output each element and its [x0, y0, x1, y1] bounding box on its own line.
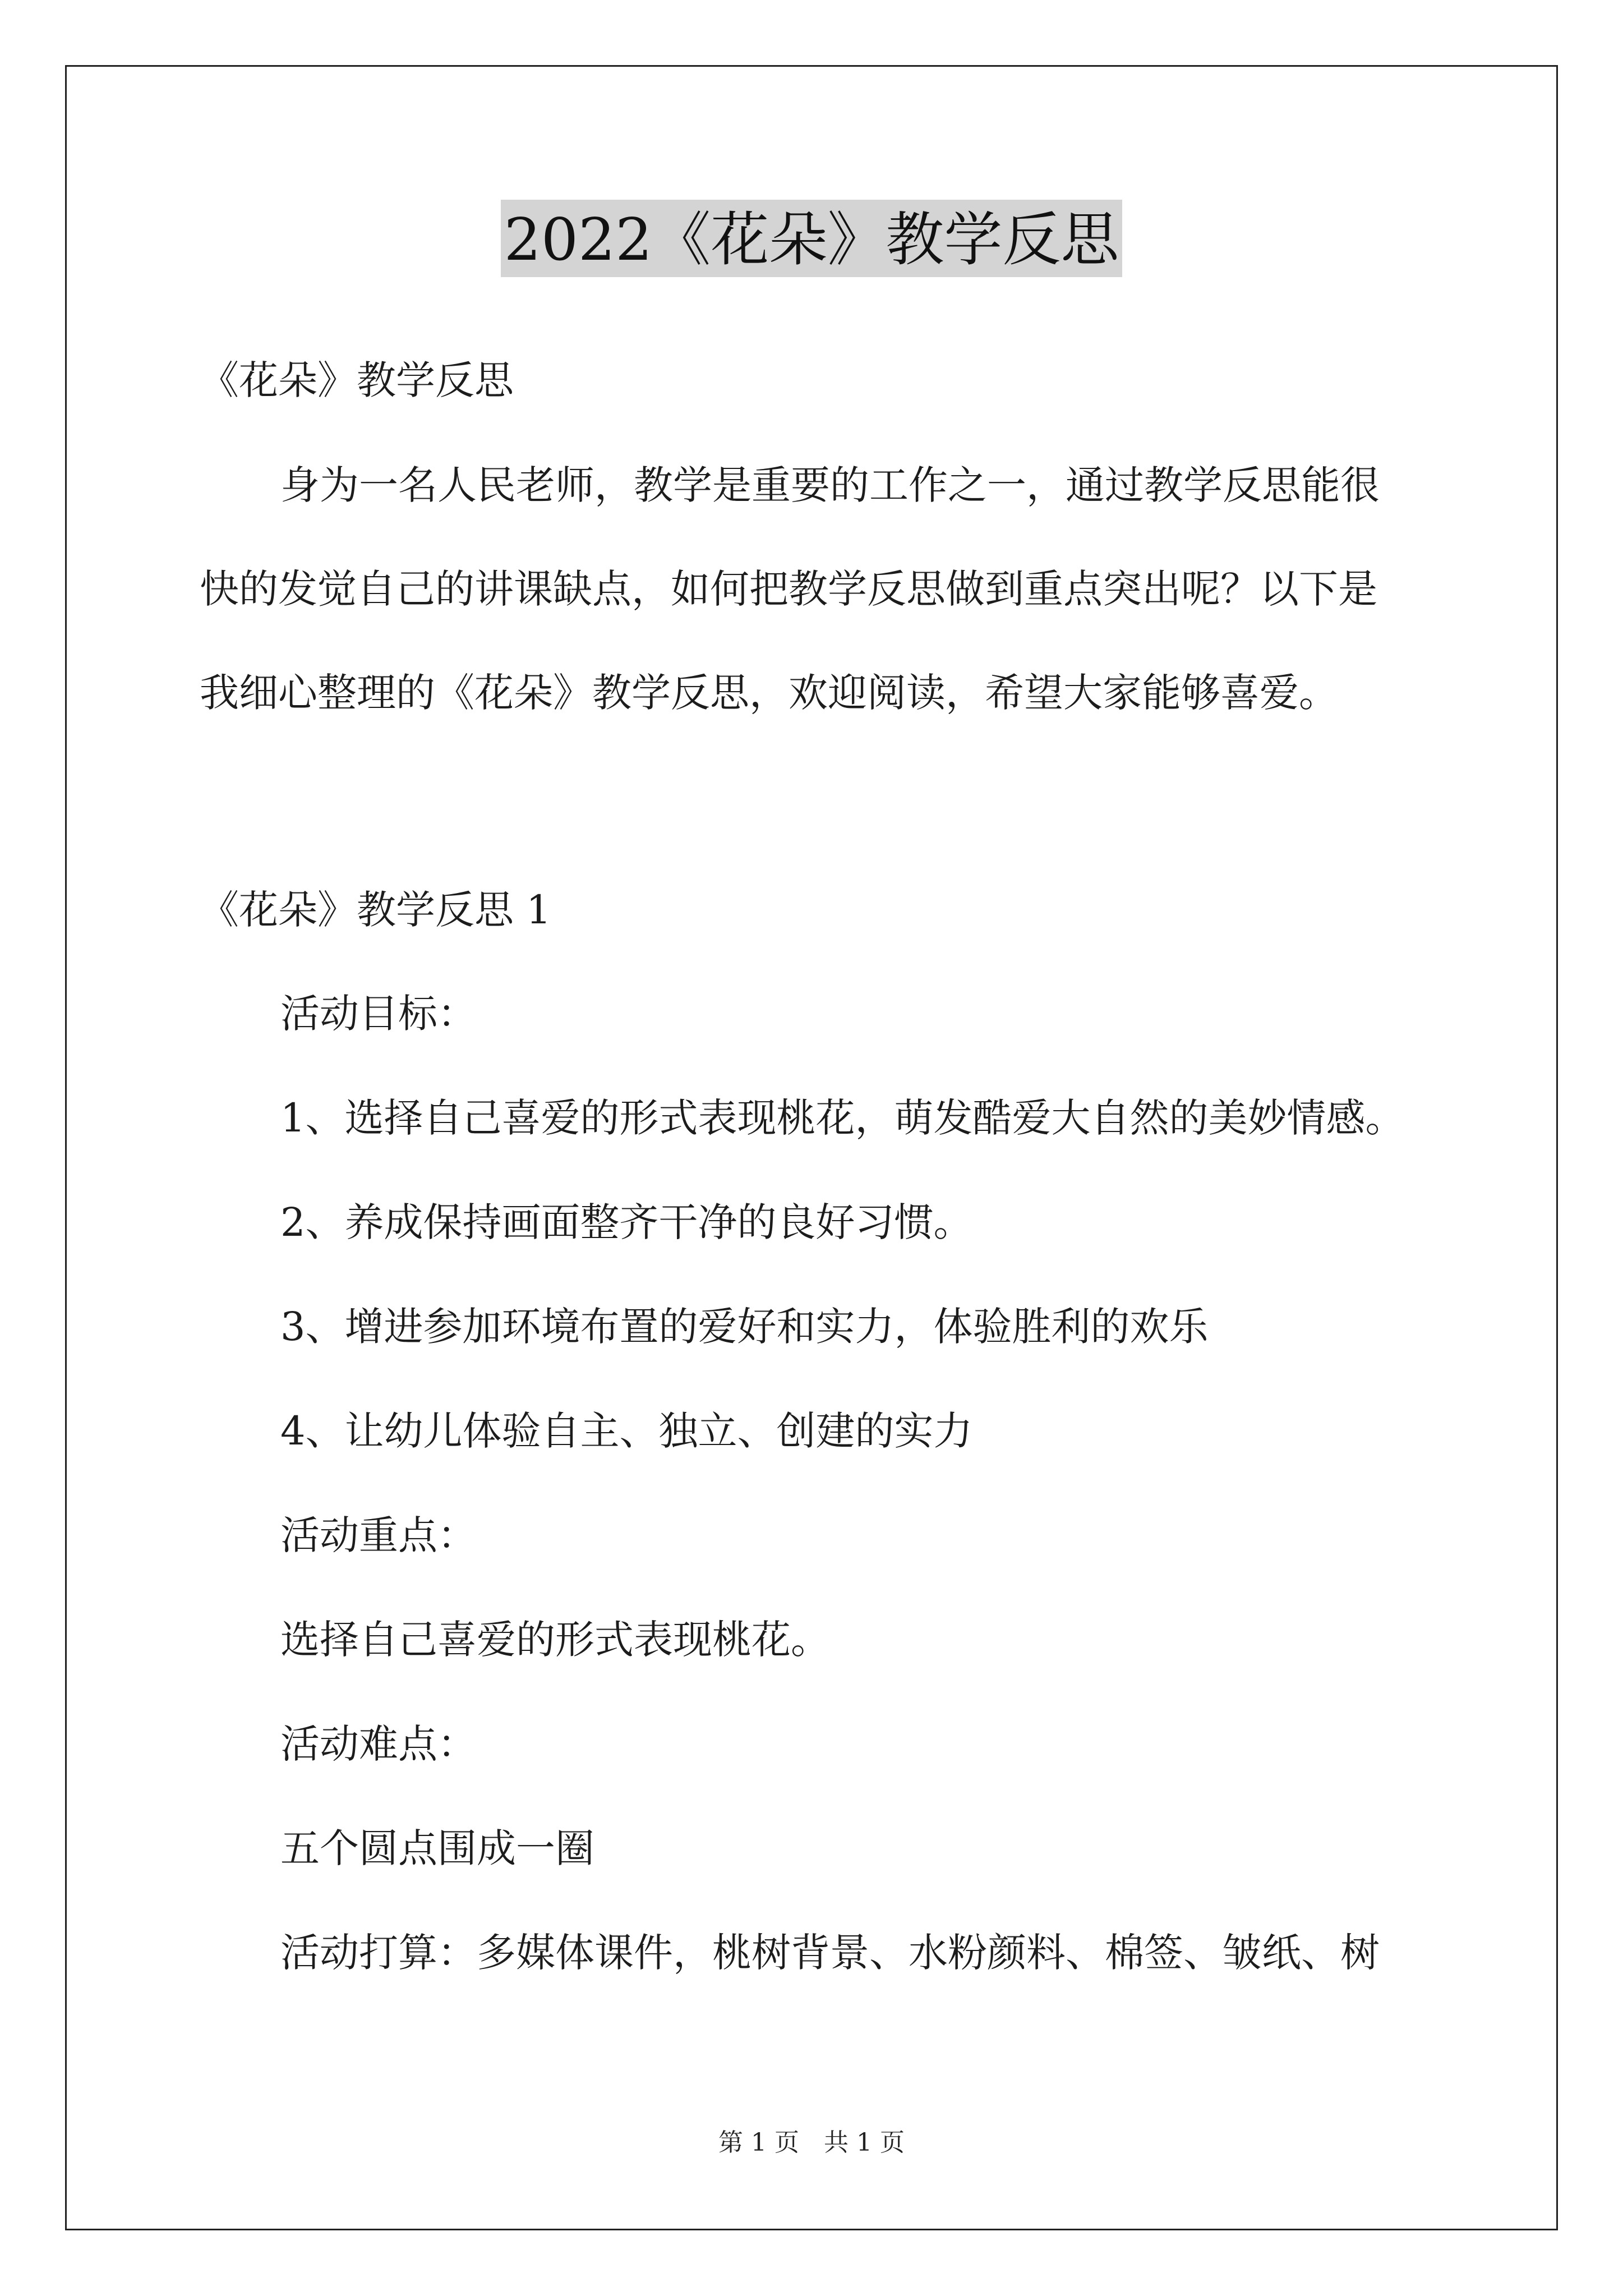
body-line: 2、养成保持画面整齐干净的良好习惯。 [280, 1199, 973, 1245]
document-title: 2022《花朵》教学反思 [501, 200, 1123, 277]
intro-line: 身为一名人民老师，教学是重要的工作之一，通过教学反思能很 [280, 462, 1380, 508]
page-footer: 第 1 页 共 1 页 [718, 2128, 905, 2157]
intro-line: 我细心整理的《花朵》教学反思，欢迎阅读，希望大家能够喜爱。 [200, 670, 1338, 716]
intro-line: 快的发觉自己的讲课缺点，如何把教学反思做到重点突出呢？以下是 [200, 566, 1377, 612]
title-container [0, 200, 1623, 277]
body-line: 3、增进参加环境布置的爱好和实力，体验胜利的欢乐 [280, 1304, 1209, 1350]
body-line: 活动重点： [280, 1512, 477, 1558]
body-line: 4、让幼儿体验自主、独立、创建的实力 [280, 1408, 973, 1454]
body-line: 活动难点： [280, 1721, 477, 1767]
body-line: 1、选择自己喜爱的形式表现桃花，萌发酷爱大自然的美妙情感。 [280, 1095, 1405, 1141]
body-line: 活动打算：多媒体课件，桃树背景、水粉颜料、棉签、皱纸、树 [280, 1930, 1380, 1976]
body-line: 活动目标： [280, 991, 477, 1037]
body-line: 选择自己喜爱的形式表现桃花。 [280, 1617, 830, 1663]
subtitle: 《花朵》教学反思 [200, 357, 514, 403]
body-line: 五个圆点围成一圈 [280, 1825, 594, 1871]
section-heading: 《花朵》教学反思 1 [200, 887, 551, 933]
